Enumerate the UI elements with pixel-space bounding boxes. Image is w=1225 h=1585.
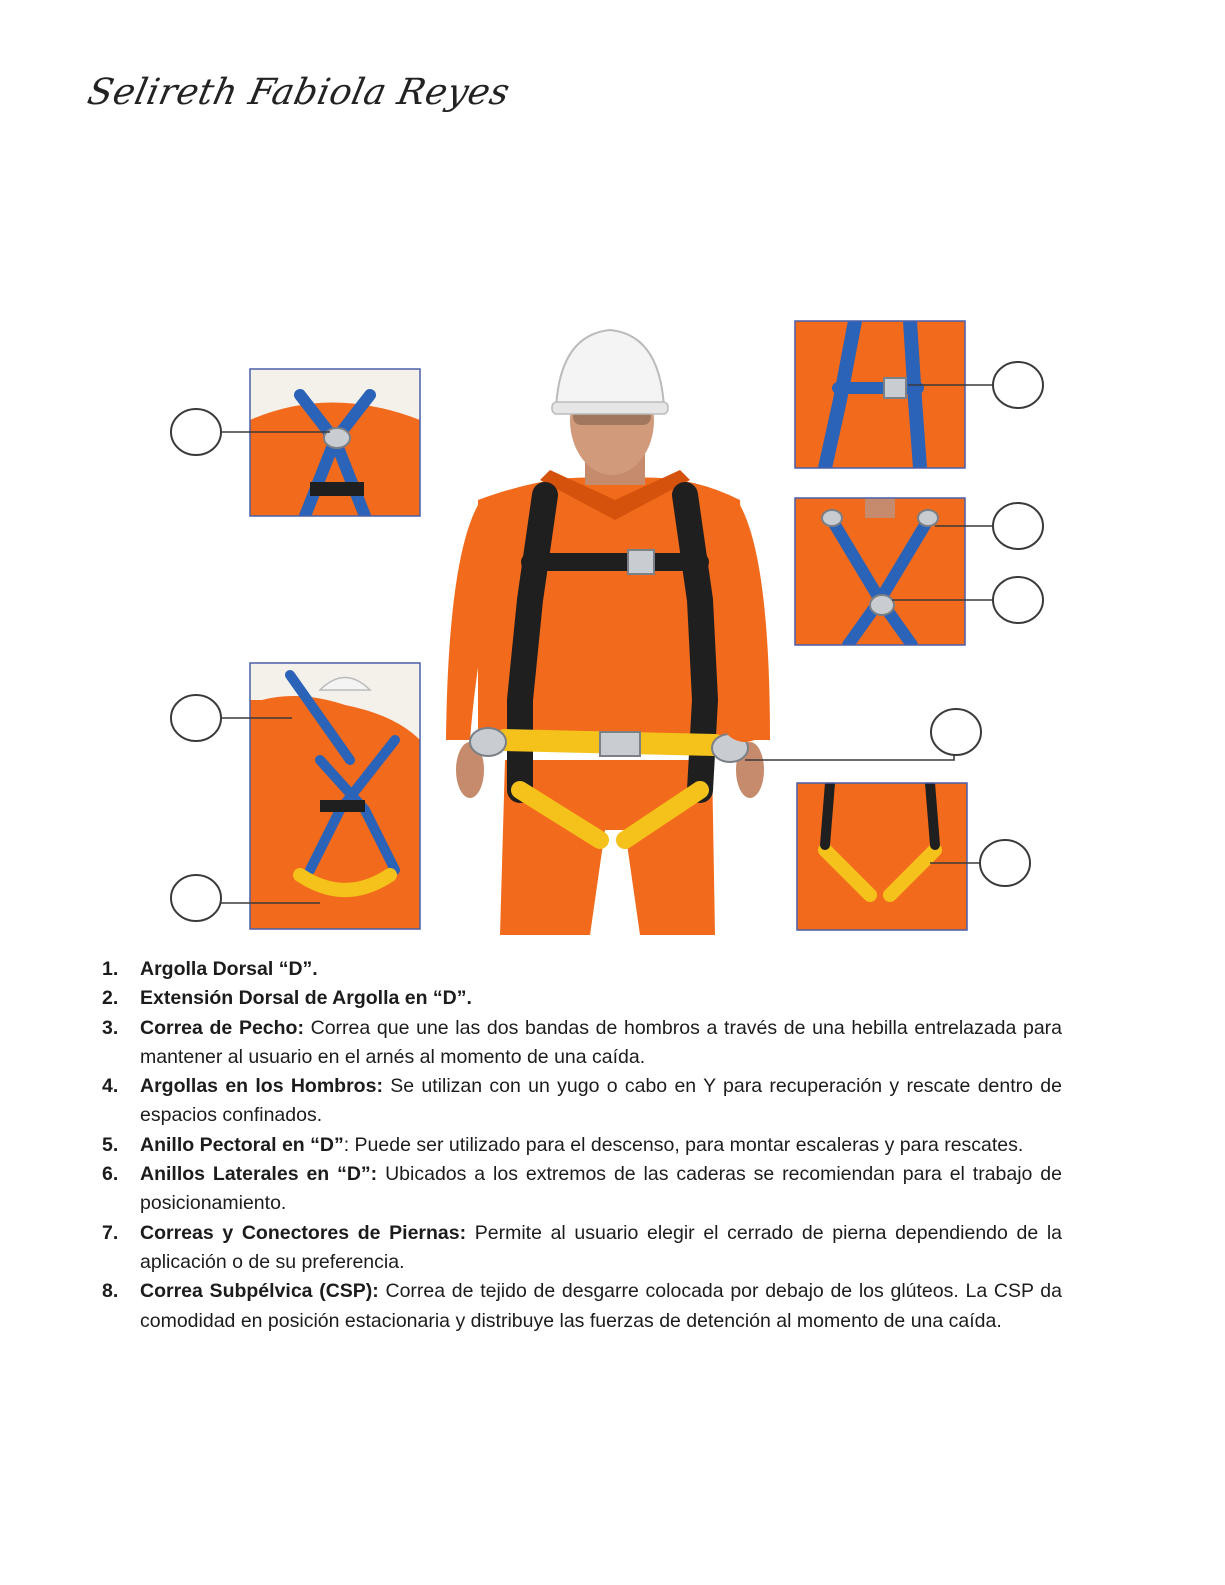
list-item: 7. Correas y Conectores de Piernas: Permite al usuario elegir el cerrado de pierna dependiendo de la aplicación o de su preferencia. <box>102 1221 1062 1273</box>
list-item: 6. Anillos Laterales en “D”: Ubicados a los extremos de las caderas se recomiendan para el trabajo de posicionamiento. <box>102 1163 1062 1215</box>
item-text: Ubicados a los extremos de las caderas se recomiendan para el trabajo de posicionamiento. <box>140 1163 1062 1215</box>
detail-dorsal-ring <box>250 369 420 516</box>
callout-circle <box>171 695 221 741</box>
callout-circle <box>171 409 221 455</box>
callout-circle <box>931 709 981 755</box>
callout-circle <box>993 362 1043 408</box>
item-term: Argolla Dorsal “D”. <box>140 958 318 980</box>
callout-circle <box>993 503 1043 549</box>
item-term: Anillos Laterales en “D”: <box>140 1163 378 1186</box>
list-item: 2. Extensión Dorsal de Argolla en “D”. <box>102 987 472 1010</box>
callout-circle <box>993 577 1043 623</box>
list-item: 3. Correa de Pecho: Correa que une las dos bandas de hombros a través de una hebilla entrelazada para mantener al usuario en el arnés al momento de una caída. <box>102 1016 1063 1068</box>
list-item: 1. Argolla Dorsal “D”. <box>102 958 318 980</box>
item-term: Extensión Dorsal de Argolla en “D”. <box>140 987 472 1010</box>
list-item: 4. Argollas en los Hombros: Se utilizan con un yugo o cabo en Y para recuperación y rescate dentro de espacios confinados. <box>102 1075 1062 1127</box>
item-text: Se utilizan con un yugo o cabo en Y para recuperación y rescate dentro de espacios confinados. <box>140 1075 1062 1127</box>
detail-shoulder-rings <box>795 498 965 645</box>
item-term: Correas y Conectores de Piernas: <box>140 1221 467 1244</box>
author-signature: Selireth Fabiola Reyes <box>84 72 514 113</box>
list-item: 8. Correa Subpélvica (CSP): Correa de tejido de desgarre colocada por debajo de los glúteos. La CSP da comodidad en posición estacionaria y distribuye las fuerzas de detención al momento de una caída. <box>102 1280 1062 1332</box>
item-term: Anillo Pectoral en “D” <box>140 1133 344 1156</box>
item-text: Correa de tejido de desgarre colocada por debajo de los glúteos. La CSP da comodidad en posición estacionaria y distribuye las fuerzas de detención al momento de una caída. <box>140 1280 1062 1332</box>
item-term: Correa de Pecho: <box>140 1016 304 1039</box>
callout-circle <box>171 875 221 921</box>
item-text: : Puede ser utilizado para el descenso, para montar escaleras y para rescates. <box>343 1133 1024 1156</box>
item-text: Correa que une las dos bandas de hombros a través de una hebilla entrelazada para mantener al usuario en el arnés al momento de una caída. <box>140 1016 1063 1068</box>
detail-leg-straps <box>797 783 967 930</box>
list-item: 5. Anillo Pectoral en “D”: Puede ser utilizado para el descenso, para montar escaleras y para rescates. <box>102 1133 1024 1156</box>
item-term: Correa Subpélvica (CSP): <box>140 1280 379 1303</box>
item-text: Permite al usuario elegir el cerrado de pierna dependiendo de la aplicación o de su preferencia. <box>140 1221 1062 1273</box>
detail-chest-strap <box>795 321 965 468</box>
item-term: Argollas en los Hombros: <box>140 1075 383 1098</box>
detail-back-view <box>250 663 420 929</box>
callout-circle <box>980 840 1030 886</box>
harness-parts-list <box>102 955 1062 1336</box>
